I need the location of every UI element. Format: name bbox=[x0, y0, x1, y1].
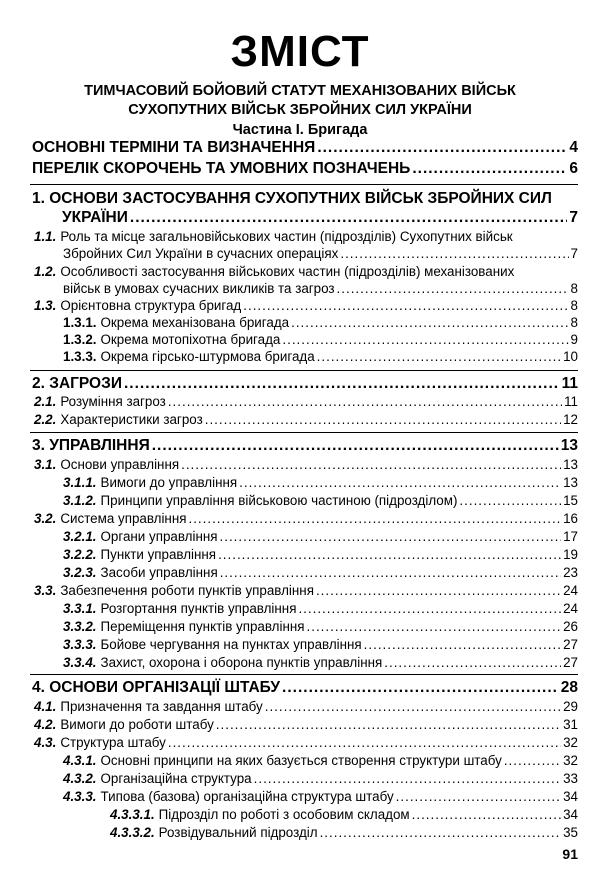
toc-entry-1-3-3[interactable]: 1.3.3. Окрема гірсько-штурмова бригада ..... 10 bbox=[63, 348, 578, 365]
toc-entry-4-3-3-2[interactable]: 4.3.3.2. Розвідувальний підрозділ ..... 35 bbox=[110, 824, 578, 841]
toc-entry-1-3[interactable]: 1.3. Орієнтовна структура бригад ..... 8 bbox=[34, 297, 578, 314]
doc-title-line2: СУХОПУТНИХ ВІЙСЬК ЗБРОЙНИХ СИЛ УКРАЇНИ bbox=[128, 102, 472, 118]
toc-entry-s1-line1[interactable]: 1. ОСНОВИ ЗАСТОСУВАННЯ СУХОПУТНИХ ВІЙСЬК ЗБРОЙНИХ СИЛ bbox=[32, 190, 552, 207]
toc-entry-4-1[interactable]: 4.1. Призначення та завдання штабу ..... 29 bbox=[34, 698, 578, 715]
toc-entry-3-2-1[interactable]: 3.2.1. Органи управління ..... 17 bbox=[63, 528, 578, 545]
toc-entry-s1[interactable]: УКРАЇНИ ..... 7 bbox=[62, 208, 578, 227]
page-title: ЗМІСТ bbox=[230, 27, 370, 76]
toc-entry-3-2[interactable]: 3.2. Система управління ..... 16 bbox=[34, 510, 578, 527]
toc-entry-4-3-2[interactable]: 4.3.2. Організаційна структура ..... 33 bbox=[63, 770, 578, 787]
toc-entry-4-3-1[interactable]: 4.3.1. Основні принципи на яких базується створення структури штабу ..... 32 bbox=[63, 752, 578, 769]
toc-entry-3-3-2[interactable]: 3.3.2. Переміщення пунктів управління ..... 26 bbox=[63, 618, 578, 635]
page-number: 91 bbox=[562, 846, 578, 862]
toc-entry-s2[interactable]: 2. ЗАГРОЗИ ..... 11 bbox=[32, 374, 578, 393]
toc-entry-2-1[interactable]: 2.1. Розуміння загроз ..... 11 bbox=[34, 393, 578, 410]
toc-entry-s3[interactable]: 3. УПРАВЛІННЯ ..... 13 bbox=[32, 436, 578, 455]
separator bbox=[30, 674, 578, 675]
toc-entry-4-2[interactable]: 4.2. Вимоги до роботи штабу ..... 31 bbox=[34, 716, 578, 733]
part-title: Частина І. Бригада bbox=[232, 122, 368, 138]
toc-entry-4-3[interactable]: 4.3. Структура штабу ..... 32 bbox=[34, 734, 578, 751]
toc-entry-1-2-line1[interactable]: 1.2. Особливості застосування військових частин (підрозділів) механізованих bbox=[34, 264, 515, 279]
toc-entry-3-2-2[interactable]: 3.2.2. Пункти управління ..... 19 bbox=[63, 546, 578, 563]
toc-entry-1-3-1[interactable]: 1.3.1. Окрема механізована бригада ..... 8 bbox=[63, 314, 578, 331]
separator bbox=[30, 184, 578, 185]
doc-title-line1: ТИМЧАСОВИЙ БОЙОВИЙ СТАТУТ МЕХАНІЗОВАНИХ ВІЙСЬК bbox=[84, 83, 516, 99]
toc-entry-s4[interactable]: 4. ОСНОВИ ОРГАНІЗАЦІЇ ШТАБУ ..... 28 bbox=[32, 678, 578, 697]
separator bbox=[30, 432, 578, 433]
toc-entry-3-1-1[interactable]: 3.1.1. Вимоги до управління ..... 13 bbox=[63, 474, 578, 491]
toc-entry-1-1-line1[interactable]: 1.1. Роль та місце загальновійськових частин (підрозділів) Сухопутних військ bbox=[34, 229, 513, 244]
toc-entry-terms[interactable]: ОСНОВНІ ТЕРМІНИ ТА ВИЗНАЧЕННЯ ..... 4 bbox=[32, 138, 578, 157]
toc-entry-3-3-4[interactable]: 3.3.4. Захист, охорона і оборона пунктів управління ..... 27 bbox=[63, 654, 578, 671]
toc-entry-abbreviations[interactable]: ПЕРЕЛІК СКОРОЧЕНЬ ТА УМОВНИХ ПОЗНАЧЕНЬ ..... 6 bbox=[32, 159, 578, 178]
toc-entry-4-3-3[interactable]: 4.3.3. Типова (базова) організаційна структура штабу ..... 34 bbox=[63, 788, 578, 805]
toc-entry-3-1[interactable]: 3.1. Основи управління ..... 13 bbox=[34, 456, 578, 473]
toc-entry-2-2[interactable]: 2.2. Характеристики загроз ..... 12 bbox=[34, 411, 578, 428]
toc-entry-4-3-3-1[interactable]: 4.3.3.1. Підрозділ по роботі з особовим складом ..... 34 bbox=[110, 806, 578, 823]
toc-entry-3-2-3[interactable]: 3.2.3. Засоби управління ..... 23 bbox=[63, 564, 578, 581]
toc-entry-3-3-3[interactable]: 3.3.3. Бойове чергування на пунктах управління ..... 27 bbox=[63, 636, 578, 653]
toc-entry-1-3-2[interactable]: 1.3.2. Окрема мотопіхотна бригада ..... 9 bbox=[63, 331, 578, 348]
toc-entry-1-1[interactable]: Збройних Сил України в сучасних операціях ..... 7 bbox=[63, 245, 578, 262]
toc-entry-3-3-1[interactable]: 3.3.1. Розгортання пунктів управління ..... 24 bbox=[63, 600, 578, 617]
separator bbox=[30, 370, 578, 371]
toc-entry-3-1-2[interactable]: 3.1.2. Принципи управління військовою частиною (підрозділом) ..... 15 bbox=[63, 492, 578, 509]
toc-entry-1-2[interactable]: військ в умовах сучасних викликів та загроз ..... 8 bbox=[63, 280, 578, 297]
toc-entry-3-3[interactable]: 3.3. Забезпечення роботи пунктів управління ..... 24 bbox=[34, 582, 578, 599]
